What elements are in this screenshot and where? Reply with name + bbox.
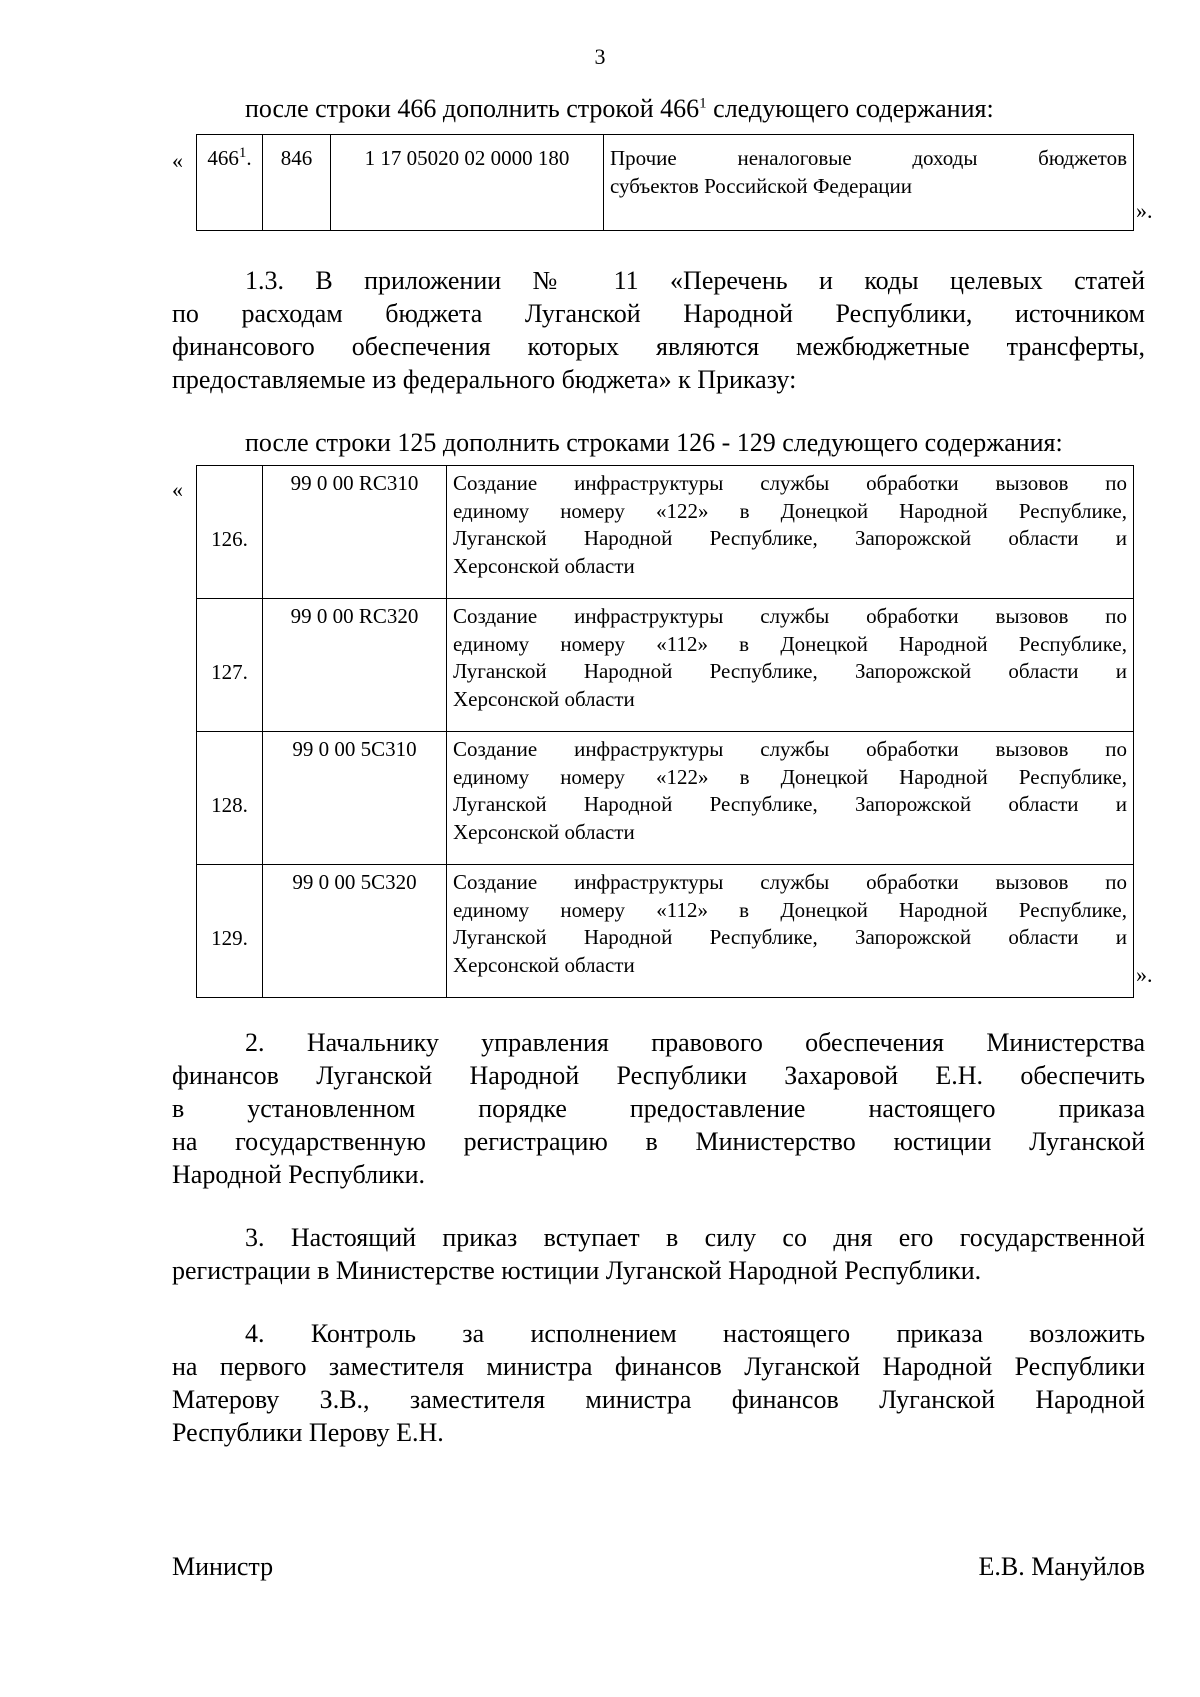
article-description: Создание инфраструктуры службы обработки вызовов по единому номеру «122» в Донецкой Народной Республике, Луганской Народной Республике, Запорожской области и Херсонской области bbox=[447, 466, 1134, 599]
target-code: 99 0 00 5C310 bbox=[263, 732, 447, 865]
close-quote-table1: ». bbox=[1136, 198, 1153, 223]
signature-title: Министр bbox=[172, 1552, 274, 1581]
para-2-line2: финансов Луганской Народной Республики Захаровой Е.Н. обеспечить bbox=[172, 1061, 1145, 1090]
para-3-line2: регистрации в Министерстве юстиции Луганской Народной Республики. bbox=[172, 1256, 982, 1285]
open-quote-table1: « bbox=[172, 148, 183, 173]
article-description: Создание инфраструктуры службы обработки вызовов по единому номеру «112» в Донецкой Народной Республике, Луганской Народной Республике, Запорожской области и Херсонской области bbox=[447, 599, 1134, 732]
intro-suffix: следующего содержания: bbox=[706, 94, 994, 123]
para-2-line5: Народной Республики. bbox=[172, 1160, 426, 1189]
row-number: 127. bbox=[197, 599, 263, 732]
para-2-line1: 2. Начальнику управления правового обеспечения Министерства bbox=[245, 1028, 1145, 1057]
kbk-code: 1 17 05020 02 0000 180 bbox=[331, 135, 604, 231]
table-target-articles bbox=[196, 465, 1134, 998]
intro-prefix: после строки 466 дополнить строкой 466 bbox=[245, 94, 700, 123]
intro-line-125: после строки 125 дополнить строками 126 - 129 следующего содержания: bbox=[245, 428, 1063, 457]
table-row bbox=[197, 466, 1134, 599]
para-1-3-line4: предоставляемые из федерального бюджета» к Приказу: bbox=[172, 365, 797, 394]
para-4-line3: Матерову З.В., заместителя министра финансов Луганской Народной bbox=[172, 1385, 1145, 1414]
para-1-3-line2: по расходам бюджета Луганской Народной Республики, источником bbox=[172, 299, 1145, 328]
para-1-3-line3: финансового обеспечения которых являются межбюджетные трансферты, bbox=[172, 332, 1145, 361]
table-row bbox=[197, 599, 1134, 732]
page-number: 3 bbox=[594, 44, 606, 69]
target-code: 99 0 00 RC320 bbox=[263, 599, 447, 732]
signature-name: Е.В. Мануйлов bbox=[978, 1552, 1145, 1581]
target-code: 99 0 00 5C320 bbox=[263, 865, 447, 998]
row-number: 128. bbox=[197, 732, 263, 865]
target-code: 99 0 00 RC310 bbox=[263, 466, 447, 599]
para-1-3-line1: 1.3. В приложении № 11 «Перечень и коды целевых статей bbox=[245, 266, 1145, 295]
intro-sup: 1 bbox=[699, 95, 707, 112]
row-number: $466^1$. bbox=[197, 135, 263, 231]
admin-code: 846 bbox=[263, 135, 331, 231]
table-row bbox=[197, 135, 1134, 231]
para-4-line2: на первого заместителя министра финансов Луганской Народной Республики bbox=[172, 1352, 1145, 1381]
para-2-line4: на государственную регистрацию в Министерство юстиции Луганской bbox=[172, 1127, 1145, 1156]
open-quote-table2: « bbox=[172, 477, 183, 502]
intro-line-466 bbox=[245, 92, 994, 125]
para-2-line3: в установленном порядке предоставление настоящего приказа bbox=[172, 1094, 1145, 1123]
table-revenue-codes bbox=[196, 134, 1134, 231]
para-4-line1: 4. Контроль за исполнением настоящего приказа возложить bbox=[245, 1319, 1145, 1348]
article-description: Создание инфраструктуры службы обработки вызовов по единому номеру «122» в Донецкой Народной Республике, Луганской Народной Республике, Запорожской области и Херсонской области bbox=[447, 732, 1134, 865]
article-description: Создание инфраструктуры службы обработки вызовов по единому номеру «112» в Донецкой Народной Республике, Луганской Народной Республике, Запорожской области и Херсонской области bbox=[447, 865, 1134, 998]
revenue-description: Прочие неналоговые доходы бюджетов субъектов Российской Федерации bbox=[604, 135, 1134, 231]
para-4-line4: Республики Перову Е.Н. bbox=[172, 1418, 444, 1447]
close-quote-table2: ». bbox=[1136, 962, 1153, 987]
para-3-line1: 3. Настоящий приказ вступает в силу со дня его государственной bbox=[245, 1223, 1145, 1252]
table-row bbox=[197, 865, 1134, 998]
row-number: 129. bbox=[197, 865, 263, 998]
table-row bbox=[197, 732, 1134, 865]
row-number: 126. bbox=[197, 466, 263, 599]
